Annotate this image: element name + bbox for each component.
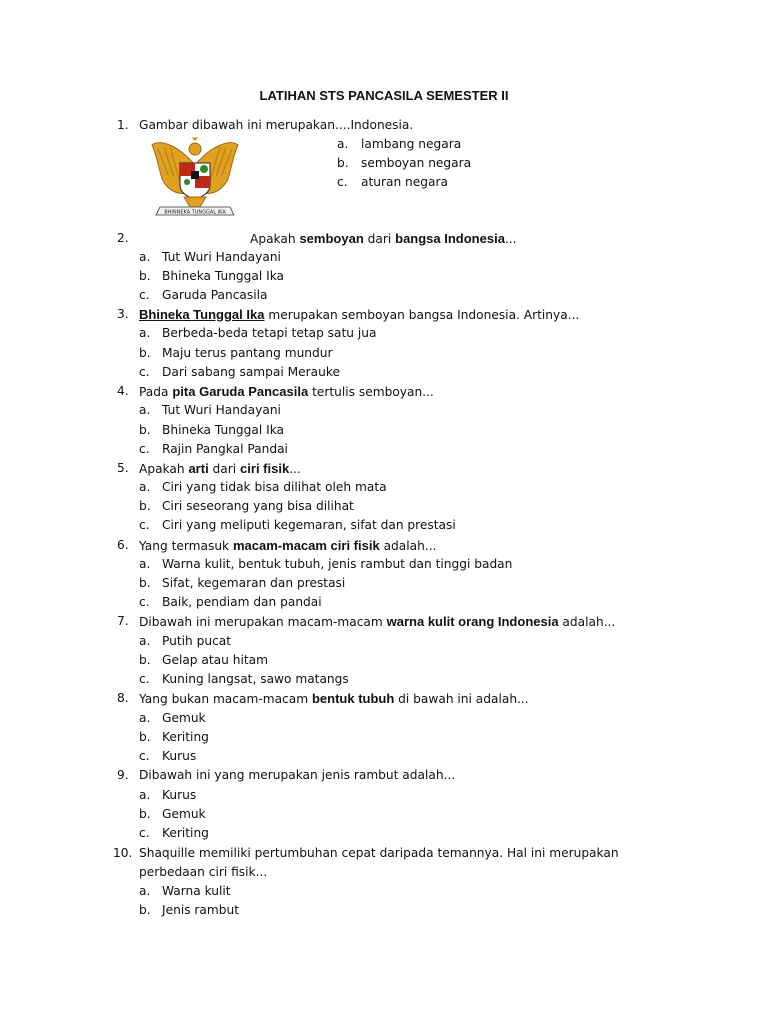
option-text: aturan negara [361, 175, 448, 189]
option-text: semboyan negara [361, 156, 472, 170]
question-number: 2. [117, 231, 129, 245]
option-letter: b. [337, 156, 349, 170]
option-text: lambang negara [361, 137, 462, 151]
option-letter: c. [337, 175, 348, 189]
option-letter: a. [337, 137, 349, 151]
garuda-pancasila-emblem-icon [148, 135, 242, 227]
question-number: 1. [117, 118, 129, 132]
question-text: Gambar dibawah ini merupakan....Indonesia. [139, 118, 414, 132]
emblem-ribbon-text: BHINNEKA TUNGGAL IKA [164, 209, 226, 216]
question-text: Apakah semboyan dari bangsa Indonesia... [250, 231, 517, 246]
worksheet-page: LATIHAN STS PANCASILA SEMESTER II 1. Gambar dibawah ini merupakan....Indonesia. BHINNEKA TUNGGAL IKA a. lambang negara b. semboyan negara c. aturan negara 2. Apakah semboyan dari bangsa Indonesia... a. Tut Wuri Handayani b. Bhineka Tunggal Ika c. Garuda Pancasila 3. Bhineka Tunggal Ika merupakan semboyan bangsa Indonesia. Artinya... a. Berbeda-beda tetapi tetap satu jua b. Maju terus pantang mundur c. Dari sabang sampai Merauke 4. Pada pita Garuda Pancasila tertulis semboyan... a. Tut Wuri Handayani b. Bhineka Tunggal Ika c. Rajin Pangkal Pandai 5. Apakah arti dari ciri fisik... a. Ciri yang tidak bisa dilihat oleh mata b. Ciri seseorang yang bisa dilihat c. Ciri yang meliputi kegemaran, sifat dan prestasi 6. Yang termasuk macam-macam ciri fisik adalah... a. Warna kulit, bentuk tubuh, jenis rambut dan tinggi badan b. Sifat, kegemaran dan prestasi c. Baik, pendiam dan pandai 7. Dibawah ini merupakan macam-macam warna kulit orang Indonesia adalah... a. Putih pucat b. Gelap atau hitam c. Kuning langsat, sawo matangs 8. Yang bukan macam-macam bentuk tubuh di bawah ini adalah... a. Gemuk b. Keriting c. Kurus 9. Dibawah ini yang merupakan jenis rambut adalah... a. Kurus b. Gemuk c. Keriting 10. Shaquille memiliki pertumbuhan cepat daripada temannya. Hal ini merupakan perbedaan ciri fisik... a. Warna kulit b. Jenis rambut [0, 0, 768, 1024]
worksheet-title: LATIHAN STS PANCASILA SEMESTER II [259, 88, 509, 103]
